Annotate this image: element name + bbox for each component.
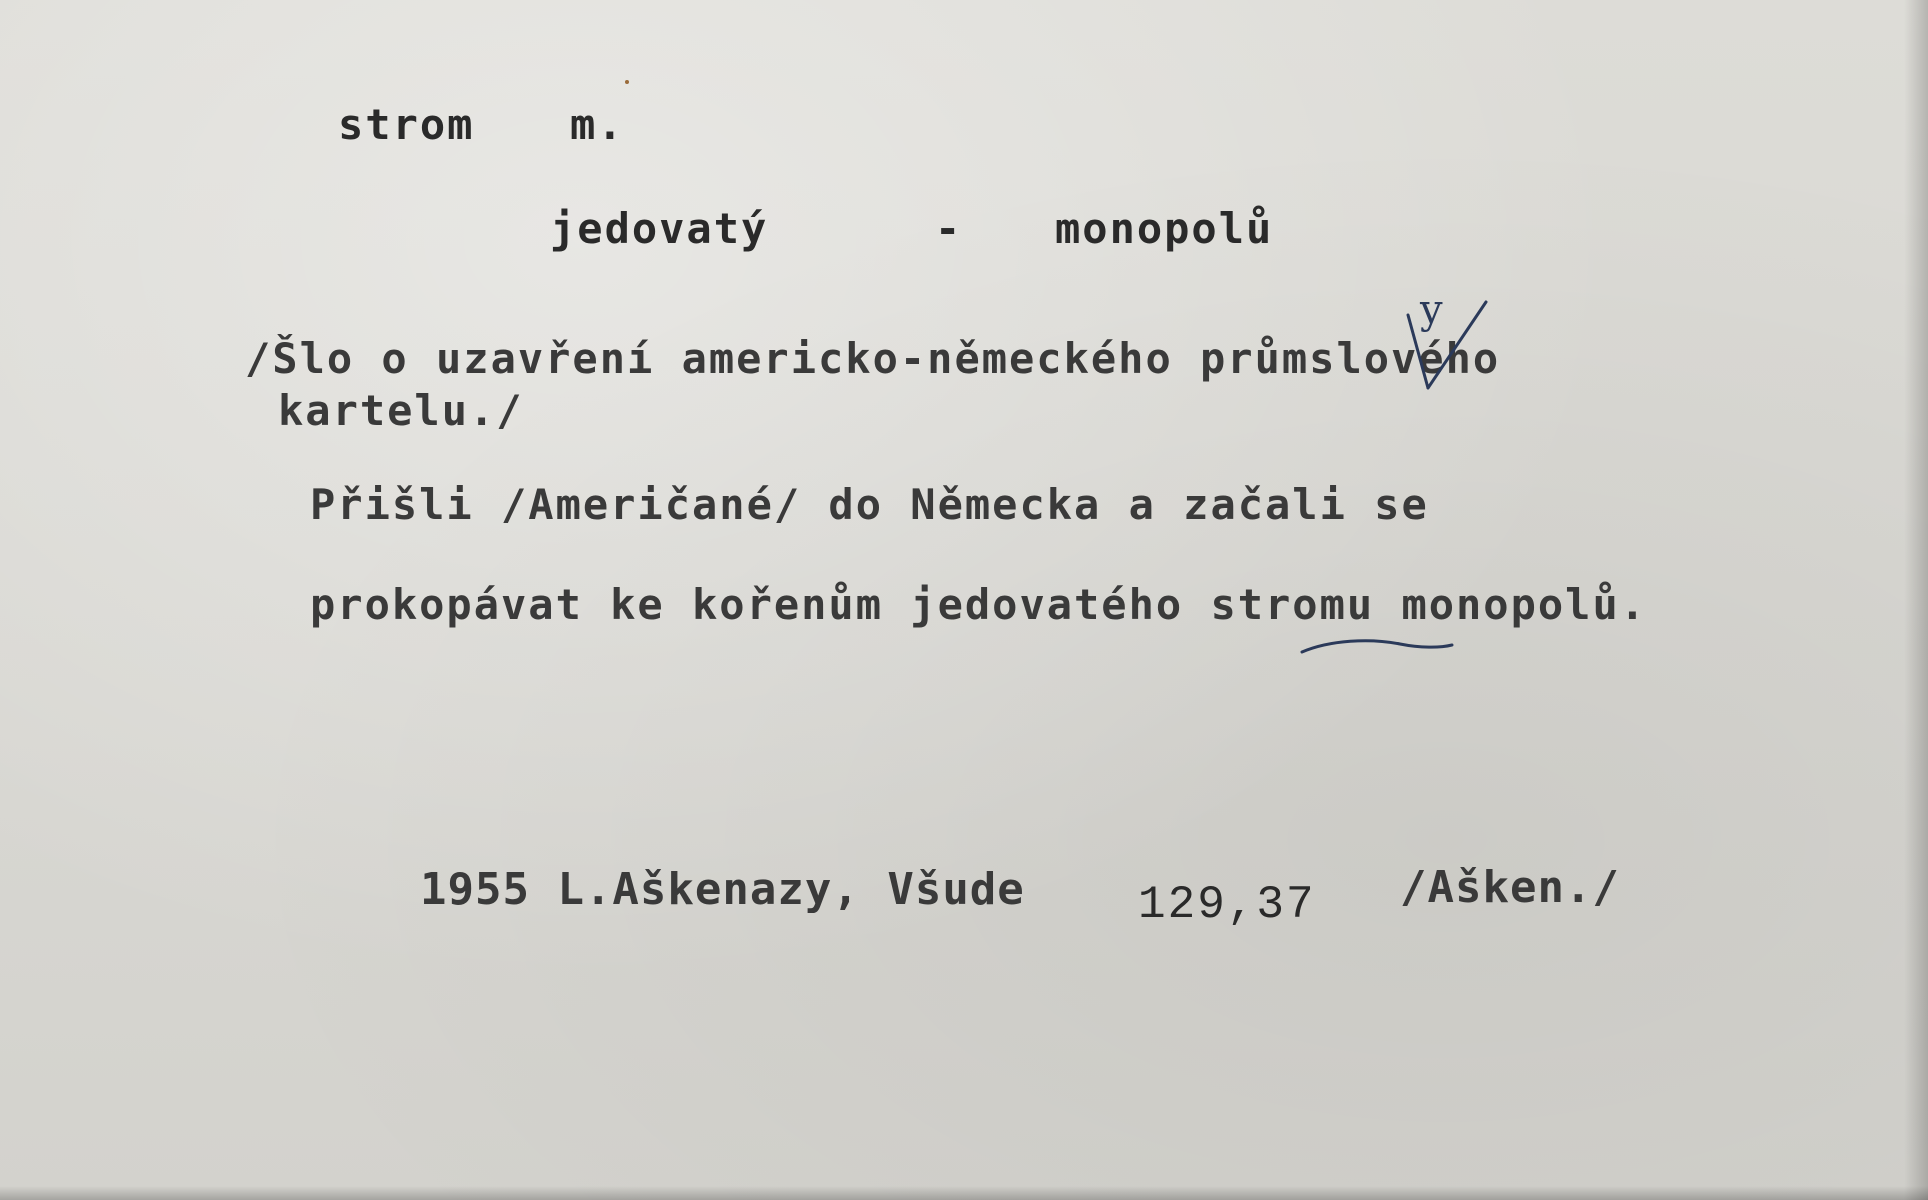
source-citation: 1955 L.Aškenazy, Všude <box>420 864 1025 915</box>
headword-gender: m. <box>570 100 625 149</box>
source-abbreviation: /Ašken./ <box>1400 862 1620 913</box>
card-edge-right <box>1904 0 1928 1200</box>
headword: strom <box>338 100 475 149</box>
example-line-2: prokopávat ke kořenům jedovatého stromu monopolů. <box>310 580 1648 629</box>
collocation-adjective: jedovatý <box>550 204 769 253</box>
handwritten-correction: y <box>1420 287 1443 333</box>
card-edge-bottom <box>0 1186 1928 1200</box>
example-line-1: Přišli /Američané/ do Německa a začali se <box>310 480 1429 529</box>
collocation-complement: monopolů <box>1055 204 1274 253</box>
source-pages: 129,37 <box>1138 879 1316 931</box>
underline-mark <box>1302 641 1452 652</box>
ink-speck <box>625 80 629 84</box>
context-note-line-2: kartelu./ <box>278 386 524 435</box>
context-note-line-1: /Šlo o uzavření americko-německého průmslového <box>245 334 1501 383</box>
collocation-dash: - <box>935 204 963 253</box>
